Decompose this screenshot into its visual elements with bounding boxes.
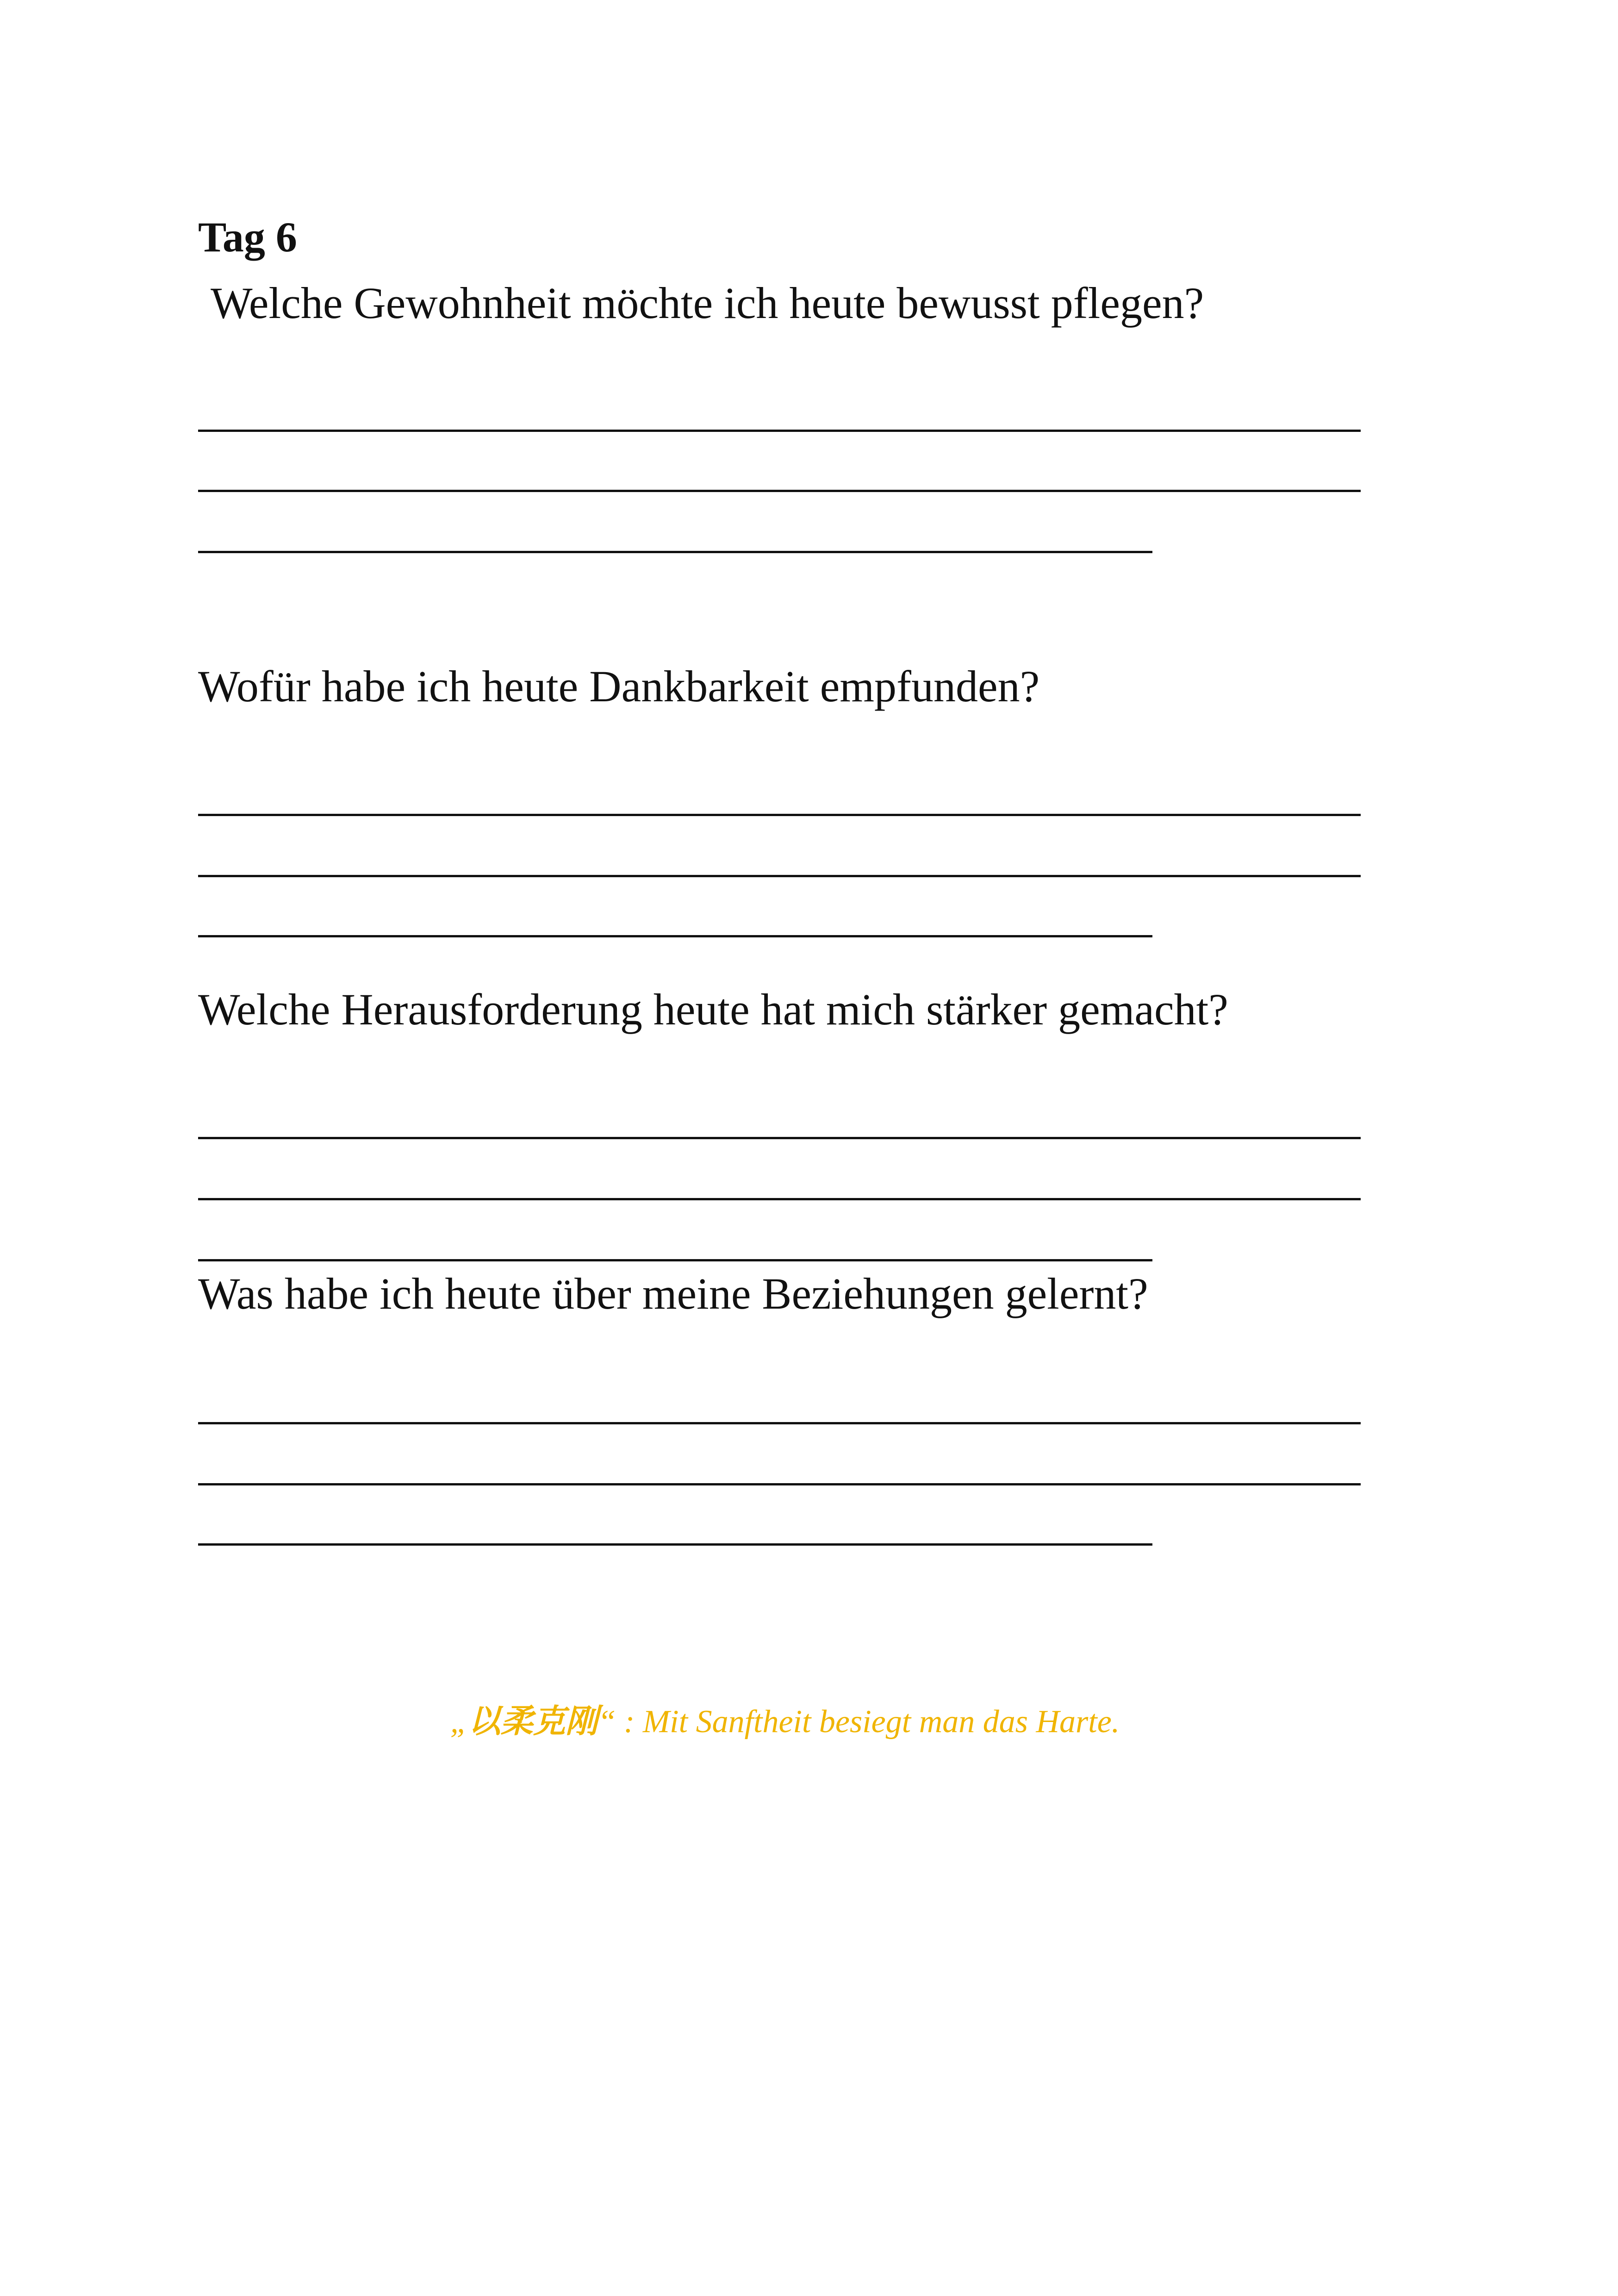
answer-line[interactable] bbox=[198, 1483, 1361, 1485]
quote-close-mark: “ bbox=[597, 1704, 616, 1740]
answer-line[interactable] bbox=[198, 935, 1152, 937]
answer-line[interactable] bbox=[198, 1137, 1361, 1139]
day-title: Tag 6 bbox=[198, 213, 297, 261]
quote-translation: : Mit Sanftheit besiegt man das Harte. bbox=[616, 1704, 1120, 1740]
question-relationships: Was habe ich heute über meine Beziehungen gelernt? bbox=[198, 1269, 1148, 1318]
answer-line[interactable] bbox=[198, 1422, 1361, 1424]
question-habit: Welche Gewohnheit möchte ich heute bewusst pflegen? bbox=[211, 278, 1204, 328]
answer-line[interactable] bbox=[198, 551, 1152, 553]
answer-line[interactable] bbox=[198, 875, 1361, 877]
footer-quote bbox=[0, 1695, 1570, 1742]
answer-line[interactable] bbox=[198, 814, 1361, 816]
question-challenge: Welche Herausforderung heute hat mich stärker gemacht? bbox=[198, 985, 1228, 1034]
answer-line[interactable] bbox=[198, 1198, 1361, 1200]
answer-line[interactable] bbox=[198, 430, 1361, 432]
quote-chinese-proverb: 以柔克刚 bbox=[468, 1702, 598, 1740]
quote-open-mark: „ bbox=[450, 1704, 468, 1740]
answer-line[interactable] bbox=[198, 1543, 1152, 1546]
answer-line[interactable] bbox=[198, 490, 1361, 492]
question-gratitude: Wofür habe ich heute Dankbarkeit empfunden? bbox=[198, 661, 1040, 711]
answer-line[interactable] bbox=[198, 1259, 1152, 1261]
